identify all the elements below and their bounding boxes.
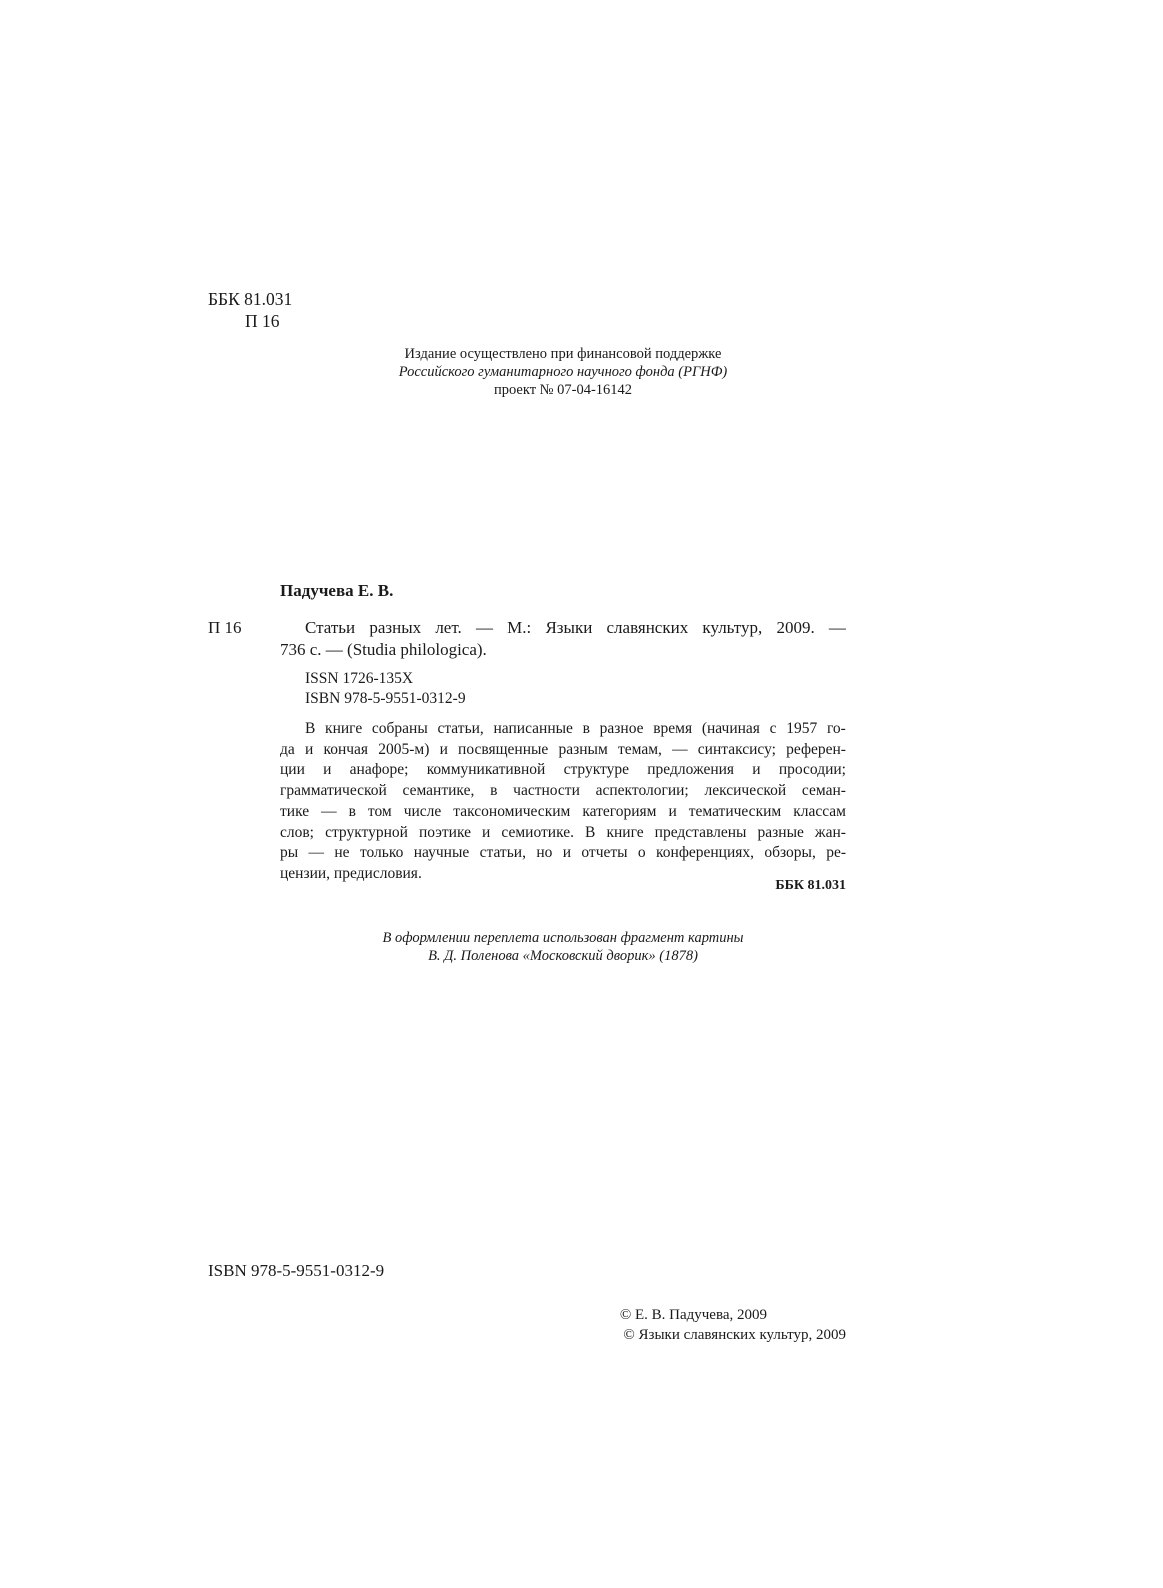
identifiers [305,669,466,709]
citation-word: — [475,618,493,637]
annotation-word: 2005-м) [378,740,430,758]
annotation-word: тематическим [688,802,782,820]
annotation-word: лексической [704,782,787,800]
annotation-word: и [752,761,761,779]
funding-line: Издание осуществлено при финансовой поддержке [404,346,722,362]
annotation-word: да [280,740,295,758]
bbk-code: ББК 81.031 [208,289,293,309]
annotation-word: таксономическим [453,802,571,820]
annotation-word: семантике, [402,782,475,800]
annotation-word: аспектологии; [595,782,689,800]
annotation-line [280,760,846,781]
annotation-word: разное [599,720,644,737]
annotation-word: разным [558,740,608,758]
annotation-word: тике [280,802,310,820]
copyright-block [560,1305,846,1345]
annotation-word: категориям [582,802,657,820]
annotation-line [280,719,846,740]
annotation-word: собраны [371,720,428,737]
annotation-word: о [637,844,646,862]
annotation-word: время [653,720,693,737]
citation-word: М.: [507,618,532,637]
annotation-word: и [482,823,491,841]
annotation-word: обзоры, [764,844,816,862]
annotation-word: и [323,761,332,779]
annotation-word: классам [793,802,846,820]
annotation-word: ции [280,761,305,779]
annotation-word: синтаксису; [697,740,776,758]
annotation-word: (начиная [701,720,760,737]
citation-word: — [828,618,846,637]
annotation-word: слов; [280,823,314,841]
annotation-word: конференциях, [656,844,755,862]
copyright-publisher: © Языки славянских культур, 2009 [623,1327,846,1343]
annotation-word: — [308,844,325,862]
annotation-word: в [582,720,590,737]
annotation-word: посвященные [458,740,549,758]
citation-line2: 736 с. — (Studia philologica). [280,640,487,659]
annotation-word: В [305,720,316,737]
annotation-word: семан- [801,782,846,800]
annotation-line [280,802,846,823]
annotation-word: с [769,720,777,737]
annotation-word: представлены [654,823,747,841]
annotation-word: том [367,802,392,820]
annotation-word: числе [403,802,442,820]
annotation-word: коммуникативной [426,761,546,779]
annotation-word: В [585,823,596,841]
citation-word: славянских [606,618,689,637]
annotation-word: жан- [814,823,846,841]
annotation-word: статьи, [479,844,526,862]
cover-note-line1: В оформлении переплета использован фрагмент картины [382,930,744,946]
entry-author: Падучева Е. В. [280,581,394,600]
annotation-bbk: ББК 81.031 [775,878,846,893]
annotation-word: частности [513,782,580,800]
annotation [280,719,846,885]
annotation-word: и [668,802,677,820]
annotation-word: семиотике. [501,823,574,841]
annotation-word: анафоре; [349,761,409,779]
annotation-word: в [348,802,356,820]
annotation-word: книге [325,720,363,737]
annotation-line [280,740,846,761]
annotation-word: поэтике [419,823,471,841]
funding-foundation: Российского гуманитарного научного фонда (РГНФ) [398,364,728,380]
annotation-word: только [359,844,404,862]
annotation-word: кончая [323,740,369,758]
entry-citation [280,617,846,661]
annotation-word: книге [606,823,644,841]
annotation-word: статьи, [437,720,484,737]
annotation-line [280,843,846,864]
annotation-word: и [562,844,572,862]
citation-word: разных [369,618,422,637]
annotation-word: но [536,844,553,862]
annotation-word: — [321,802,337,820]
annotation-word: структуре [563,761,630,779]
annotation-word: 1957 [786,720,818,737]
citation-word: 2009. [776,618,815,637]
annotation-word: написанные [493,720,573,737]
annotation-word: структурной [325,823,408,841]
annotation-word: отчеты [581,844,628,862]
citation-line1 [280,617,846,639]
annotation-word: темам, [617,740,662,758]
funding-notice [280,345,846,399]
citation-word: лет. [435,618,462,637]
issn: ISSN 1726-135X [305,670,414,687]
annotation-word: го- [826,720,846,737]
cover-note-line2: В. Д. Поленова «Московский дворик» (1878) [428,948,698,964]
annotation-word: и [439,740,448,758]
annotation-word: ре- [826,844,846,862]
isbn: ISBN 978-5-9551-0312-9 [305,690,466,707]
citation-word: культур, [702,618,763,637]
annotation-word: предложения [647,761,735,779]
annotation-word: просодии; [778,761,846,779]
annotation-word: научные [413,844,470,862]
annotation-word: ры [280,844,299,862]
citation-word: Статьи [305,618,356,637]
annotation-word: разные [757,823,804,841]
entry-index-mark: П 16 [208,618,242,637]
annotation-word: в [490,782,498,800]
citation-word: Языки [545,618,593,637]
annotation-word: грамматической [280,782,387,800]
annotation-line: цензии, предисловия. [280,864,422,882]
copyright-author: © Е. В. Падучева, 2009 [619,1307,767,1323]
footer-isbn: ISBN 978-5-9551-0312-9 [208,1261,385,1280]
annotation-word: — [672,740,688,758]
funding-project: проект № 07-04-16142 [493,382,633,398]
annotation-line [280,823,846,844]
annotation-line [280,781,846,802]
annotation-word: не [334,844,350,862]
cover-note [280,929,846,965]
annotation-word: и [304,740,314,758]
annotation-word: референ- [786,740,846,758]
author-mark: П 16 [245,311,280,331]
